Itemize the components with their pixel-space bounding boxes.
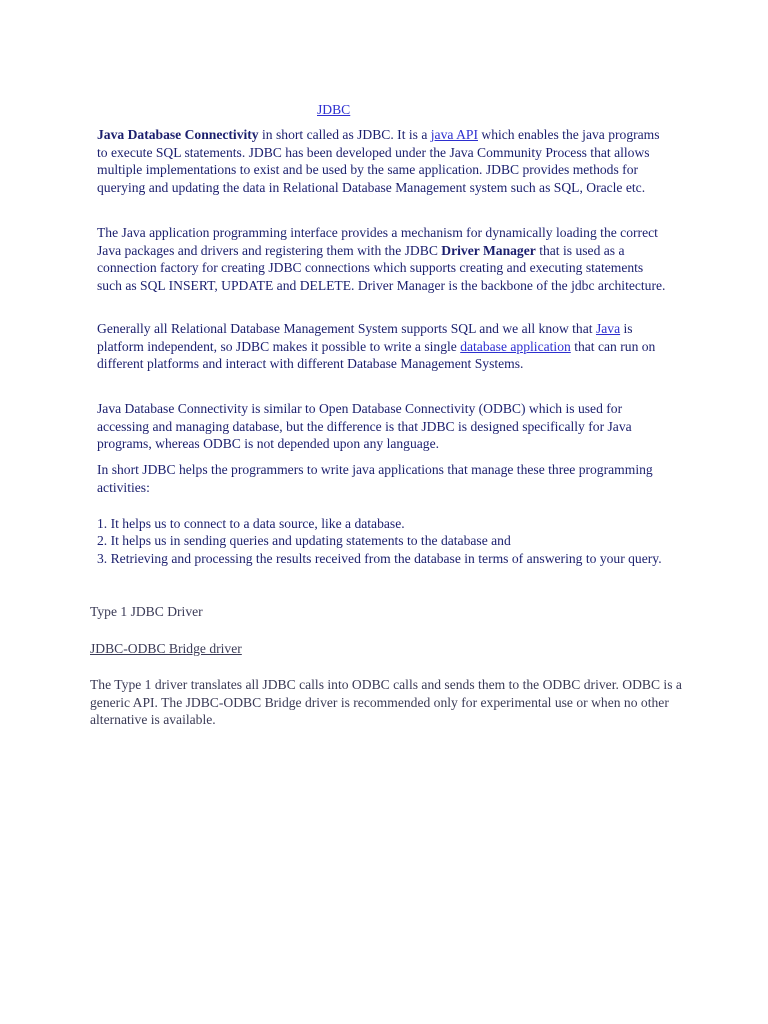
driver-manager-term: Driver Manager: [441, 242, 536, 258]
type1-heading: Type 1 JDBC Driver: [90, 604, 203, 619]
p3-text-c: that can run on different platforms and interact with different Database Management Systems.: [97, 338, 656, 372]
jdbc-term: Java Database Connectivity: [97, 127, 259, 142]
list-item: 3. Retrieving and processing the results received from the database in terms of answering to your query.: [97, 551, 662, 566]
p2-text-a: The Java application programming interface provides a mechanism for dynamically loading the correct Java packages and drivers and registering them with the JDBC: [97, 225, 658, 258]
database-application-link[interactable]: database application: [460, 338, 571, 354]
p1-text-a: in short called as JDBC. It is a: [258, 127, 431, 142]
p2-text-b: that is used as a connection factory for creating JDBC connections which supports creating and executing statements such as SQL INSERT, UPDATE and DELETE. Driver Manager is the backbone of the jdbc architecture.: [97, 242, 666, 293]
p3-text-a: Generally all Relational Database Management System supports SQL and we all know that: [97, 321, 596, 336]
list-item: 2. It helps us in sending queries and updating statements to the database and: [97, 533, 511, 548]
p1-text-b: which enables the java programs to execute SQL statements. JDBC has been developed under the Java Community Process that allows multiple implementations to exist and be used by the same application. JDBC provides methods for querying and updating the data in Relational Database Management system such as SQL, Oracle etc.: [97, 127, 660, 195]
title-link[interactable]: JDBC: [317, 102, 351, 117]
intro-paragraph: [97, 126, 667, 196]
java-link[interactable]: Java: [595, 321, 621, 336]
summary-paragraph: In short JDBC helps the programmers to write java applications that manage these three programming activities:: [97, 462, 653, 495]
driver-manager-paragraph: [97, 224, 667, 294]
list-item: 1. It helps us to connect to a data source, like a database.: [97, 516, 405, 531]
java-api-link[interactable]: java API: [430, 127, 478, 142]
type1-description: The Type 1 driver translates all JDBC calls into ODBC calls and sends them to the ODBC driver. ODBC is a generic API. The JDBC-ODBC Bridge driver is recommended only for experimental use or when no other alternative is available.: [90, 677, 682, 728]
bridge-driver-link[interactable]: JDBC-ODBC Bridge driver: [90, 641, 242, 656]
platform-paragraph: [97, 320, 667, 373]
p3-text-b: is platform independent, so JDBC makes it possible to write a single: [97, 321, 633, 354]
odbc-comparison-paragraph: Java Database Connectivity is similar to Open Database Connectivity (ODBC) which is used for accessing and managing database, but the difference is that JDBC is designed specifically for Java programs, whereas ODBC is not depended upon any language.: [97, 401, 632, 452]
